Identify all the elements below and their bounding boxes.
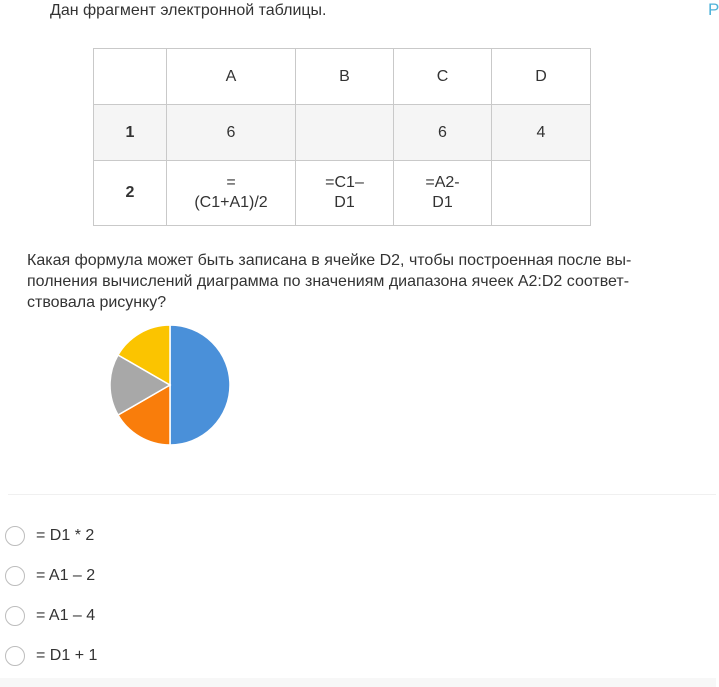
cell-d1: 4	[492, 105, 591, 161]
corner-cell	[94, 49, 167, 105]
col-header-d: D	[492, 49, 591, 105]
answer-option[interactable]	[5, 596, 97, 636]
radio-button[interactable]	[5, 526, 25, 546]
cell-a2-line-1: =	[226, 174, 236, 191]
question-line-1: Какая формула может быть записана в ячейке D2, чтобы построенная после вы-	[27, 252, 632, 269]
radio-button[interactable]	[5, 606, 25, 626]
pie-chart	[108, 323, 232, 447]
bottom-edge	[0, 678, 716, 687]
header-row	[94, 49, 591, 105]
cell-c2-line-1: =A2-	[425, 174, 460, 191]
cell-d2	[492, 161, 591, 226]
cell-a2-line-2: (C1+A1)/2	[194, 194, 268, 211]
pie-slice-a2	[170, 325, 230, 445]
table-row	[94, 161, 591, 226]
cell-a2	[167, 161, 296, 226]
cell-b1	[296, 105, 394, 161]
answer-option[interactable]	[5, 556, 97, 596]
answer-option-label: = A1 – 2	[36, 567, 96, 584]
spreadsheet-fragment	[93, 48, 591, 226]
radio-button[interactable]	[5, 566, 25, 586]
question-line-3: ствовала рисунку?	[27, 294, 167, 311]
cell-c2	[394, 161, 492, 226]
cell-b2	[296, 161, 394, 226]
answer-option[interactable]	[5, 516, 97, 556]
edge-letter: Р	[708, 0, 719, 19]
cell-c1: 6	[394, 105, 492, 161]
answer-option[interactable]	[5, 636, 97, 676]
question-text	[27, 250, 687, 313]
cell-a1: 6	[167, 105, 296, 161]
divider	[8, 494, 716, 495]
answer-option-label: = D1 + 1	[36, 647, 98, 664]
row-header-1: 1	[94, 105, 167, 161]
table-row	[94, 105, 591, 161]
row-header-2: 2	[94, 161, 167, 226]
question-line-2: полнения вычислений диаграмма по значениям диапазона ячеек A2:D2 соответ-	[27, 273, 630, 290]
task-intro: Дан фрагмент электронной таблицы.	[50, 2, 327, 19]
cell-b2-line-2: D1	[334, 194, 355, 211]
answer-option-label: = A1 – 4	[36, 607, 96, 624]
radio-button[interactable]	[5, 646, 25, 666]
answer-option-label: = D1 * 2	[36, 527, 95, 544]
col-header-c: C	[394, 49, 492, 105]
cell-b2-line-1: =C1–	[325, 174, 364, 191]
answer-options	[5, 516, 97, 676]
col-header-b: B	[296, 49, 394, 105]
cell-c2-line-2: D1	[432, 194, 453, 211]
col-header-a: A	[167, 49, 296, 105]
